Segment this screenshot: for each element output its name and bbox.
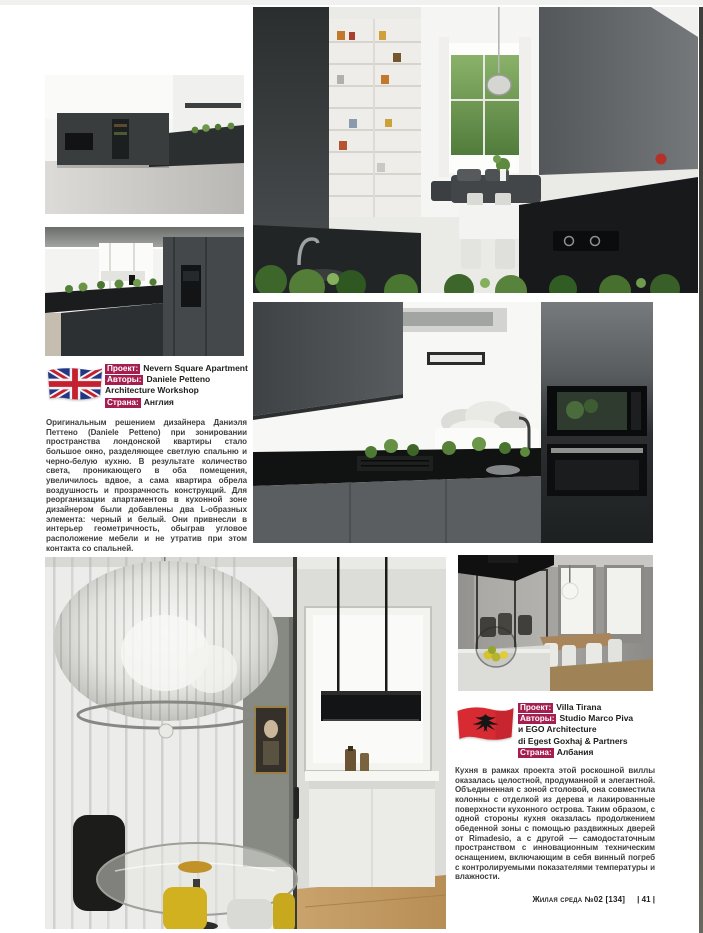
country-line [518, 747, 655, 758]
label-authors: Авторы: [107, 375, 142, 385]
label-country: Страна: [520, 747, 552, 757]
country-line [105, 397, 247, 408]
article-meta [105, 363, 247, 409]
authors-line-2: и EGO Architecture [518, 724, 597, 735]
photo-villa-dining-room [458, 555, 653, 691]
authors-line [518, 713, 655, 724]
authors-line [105, 374, 247, 385]
project-name: Villa Tirana [556, 702, 602, 712]
page-top-edge [0, 0, 703, 5]
label-country: Страна: [107, 397, 139, 407]
albania-flag-icon [455, 705, 516, 742]
photo-kitchen-with-window [45, 227, 244, 356]
photo-kitchen-black-white-unit [45, 75, 244, 214]
authors-name: Studio Marco Piva [559, 713, 634, 724]
photo-dining-wicker-pendant [45, 557, 446, 929]
country-name: Англия [143, 396, 174, 407]
authors-line-2: Architecture Workshop [105, 385, 199, 396]
article-villa-tirana [455, 702, 655, 882]
country-name: Албания [556, 746, 594, 757]
article-body-text: Кухня в рамках проекта этой роскошной виллы оказалась целостной, продуманной и элегантной. Объединенная с зоной столовой, она совместила колонны с отделкой из дерева и лакированные поверхности кухонного острова. Таким образом, с одной стороны кухня оказалась продолжением обеденной зоны с помощью раздвижных дверей от Rimadesio, а с другой — самодостаточным пространством с инновационным техническим оснащением, включающим в себя винный погреб с контролируемыми показателями температуры и влажности. [455, 766, 655, 882]
project-name: Nevern Square Apartment [143, 363, 248, 373]
authors-name: Daniele Petteno [146, 374, 211, 385]
label-project: Проект: [520, 703, 552, 712]
page-right-edge-shadow [699, 7, 703, 933]
project-line [105, 363, 247, 374]
article-body-text: Оригинальным решением дизайнера Даниэля Петтено (Daniele Petteno) при зонировании пространства лондонской квартиры стало большое окно, разделяющее светлую спальню и черно-белую кухню. В результате количество света, проникающего в оба помещения, увеличилось вдвое, а сама квартира обрела воздушность и прозрачность конструкций. Для реорганизации апартаментов в кухонной зоне дизайнером были добавлены два L-образных элемента: черный и белый. Они привнесли в интерьер геометричность, обыграв угловое расположение мебели и не утратив при этом контакта со спальней. [46, 418, 247, 553]
article-meta [518, 702, 655, 759]
page-footer [532, 895, 655, 904]
uk-flag-icon [46, 366, 104, 402]
label-authors: Авторы: [520, 714, 555, 724]
authors-line-3: di Egest Goxhaj & Partners [518, 735, 628, 746]
page-number: | 41 | [637, 895, 655, 904]
photo-kitchen-bedroom-window [253, 302, 653, 543]
magazine-title: Жилая среда №02 [134] [532, 895, 626, 904]
label-project: Проект: [107, 364, 139, 373]
project-line [518, 702, 655, 713]
photo-living-dining-room [253, 7, 698, 293]
article-nevern-square [46, 363, 247, 553]
